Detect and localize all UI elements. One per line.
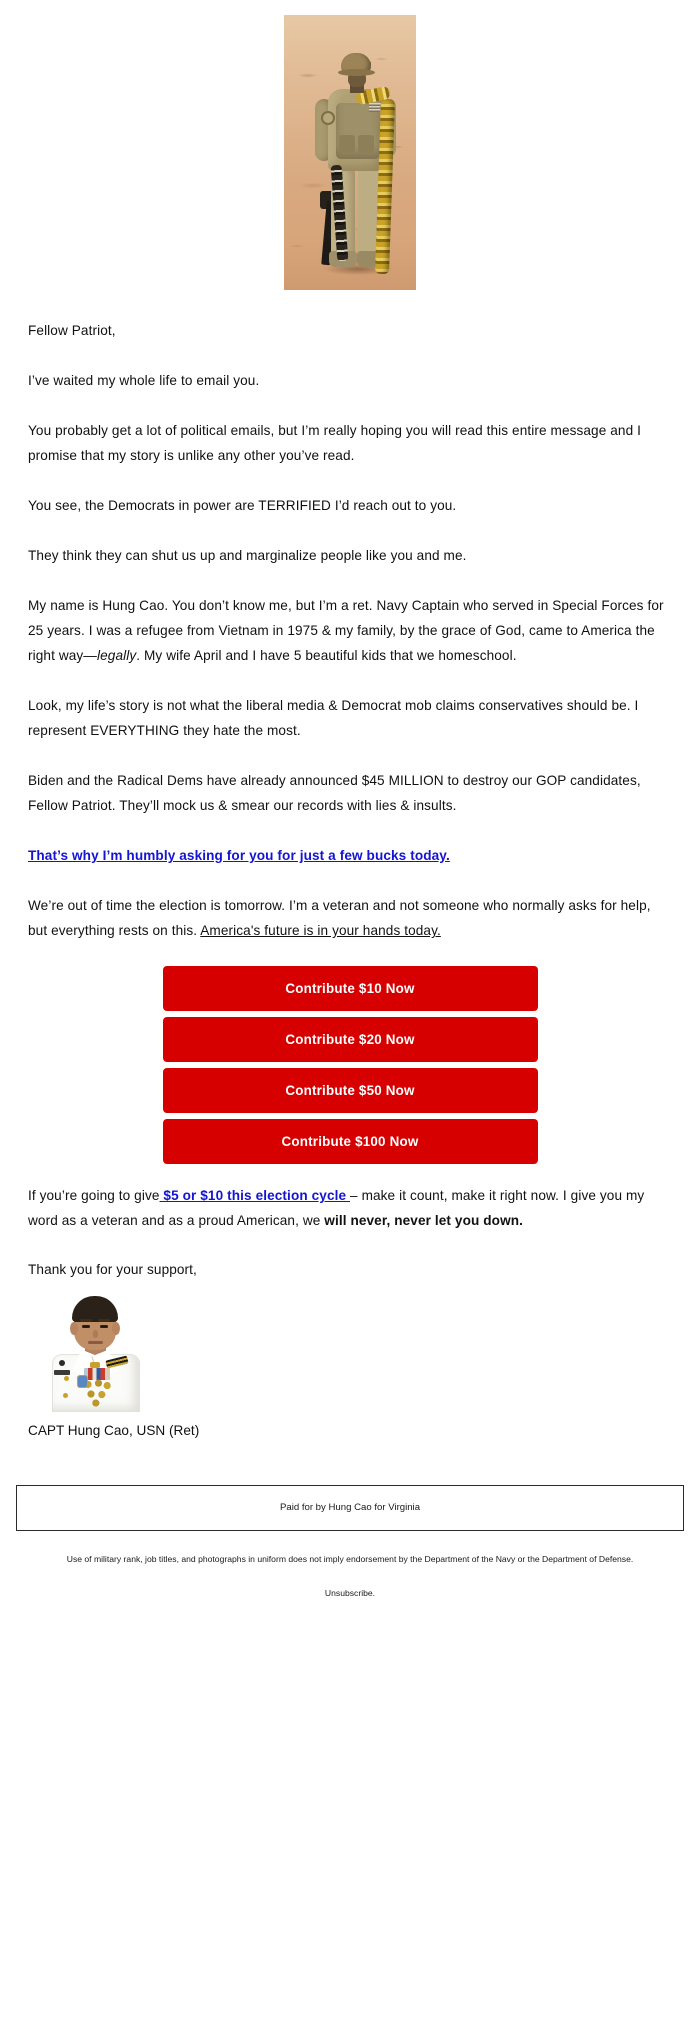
portrait-ear-left (70, 1322, 78, 1335)
unsubscribe-link[interactable]: Unsubscribe. (324, 1588, 376, 1598)
bio-text-after: . My wife April and I have 5 beautiful kids that we homeschool. (136, 648, 517, 663)
blue-medal-icon (78, 1376, 87, 1387)
unit-patch-icon (321, 111, 335, 125)
urgency-plain-text: We’re out of time the election is tomorrow. I’m a veteran and not someone who normally asks for help, but everything rests on this. (28, 898, 651, 938)
thank-you-line: Thank you for your support, (28, 1262, 197, 1277)
shoulder-device-left (59, 1360, 65, 1366)
bio-italic-legally: legally (97, 648, 137, 663)
signature-photo-wrap (28, 1282, 672, 1412)
paragraph-intro: I’ve waited my whole life to email you. (28, 373, 260, 388)
portrait-brow-right (98, 1319, 110, 1322)
portrait-eye-left (82, 1325, 90, 1328)
portrait-hair (72, 1296, 118, 1322)
urgency-underlined-text: America's future is in your hands today. (200, 923, 441, 938)
name-tag (54, 1370, 70, 1375)
letter-content (0, 295, 700, 1443)
five-or-ten-dollars-link[interactable]: $5 or $10 this election cycle (159, 1188, 351, 1203)
paragraph-political-emails: You probably get a lot of political emails, but I’m really hoping you will read this entire message and I promise that my story is unlike any other you’ve read. (28, 423, 641, 463)
cta-link-paragraph (28, 843, 672, 868)
hero-image-block (0, 0, 700, 295)
contribute-100-button[interactable]: Contribute $100 Now (163, 1119, 538, 1164)
portrait-nose (93, 1330, 98, 1338)
signature-name: CAPT Hung Cao, USN (Ret) (28, 1423, 200, 1438)
soldier-photo (284, 15, 416, 290)
vest-pouch-left (339, 135, 355, 153)
bio-text-before: My name is Hung Cao. You don’t know me, but I’m a ret. Navy Captain who served in Special Forces for 25 years. I was a refugee from Vietnam in 1975 & my family, by the grace of God, came to America the right way— (28, 598, 664, 663)
final-bold-promise: will never, never let you down. (324, 1213, 524, 1228)
paragraph-final-appeal (28, 1183, 672, 1233)
paragraph-liberal-media: Look, my life’s story is not what the liberal media & Democrat mob claims conservatives should be. I represent EVERYTHING they hate the most. (28, 698, 639, 738)
final-middle-text: – make it count, make it right now. I give you my word as a veteran and as a proud American, we (28, 1188, 645, 1228)
salutation: Fellow Patriot, (28, 323, 116, 338)
footer-zone (0, 1443, 700, 1620)
portrait-brow-left (80, 1319, 92, 1322)
paid-for-disclosure: Paid for by Hung Cao for Virginia (16, 1485, 684, 1531)
paragraph-democrats-terrified: You see, the Democrats in power are TERRIFIED I’d reach out to you. (28, 498, 457, 513)
final-lead-text: If you’re going to give (28, 1188, 160, 1203)
contribute-10-button[interactable]: Contribute $10 Now (163, 966, 538, 1011)
military-disclaimer: Use of military rank, job titles, and photographs in uniform does not imply endorsement by the Department of the Navy or the Department of Defense. (66, 1554, 634, 1564)
portrait-eye-right (100, 1325, 108, 1328)
contribute-20-button[interactable]: Contribute $20 Now (163, 1017, 538, 1062)
portrait-ear-right (112, 1322, 120, 1335)
paragraph-biden-radical-dems: Biden and the Radical Dems have already announced $45 MILLION to destroy our GOP candidates, Fellow Patriot. They’ll mock us & smear our records with lies & insults. (28, 773, 641, 813)
contribute-50-button[interactable]: Contribute $50 Now (163, 1068, 538, 1113)
helmet-brim (338, 69, 375, 76)
closing-block (28, 1233, 672, 1443)
portrait-mouth (88, 1341, 103, 1344)
paragraph-out-of-time (28, 893, 672, 943)
paragraph-biography (28, 593, 672, 668)
donation-button-stack (28, 943, 672, 1164)
jacket-button-top (64, 1376, 69, 1381)
portrait-photo (42, 1294, 150, 1412)
vest-pouch-right (358, 135, 374, 153)
paragraph-shut-us-up: They think they can shut us up and marginalize people like you and me. (28, 548, 467, 563)
jacket-button-bottom (63, 1393, 68, 1398)
humbly-asking-link[interactable]: That’s why I’m humbly asking for you for just a few bucks today. (28, 848, 450, 863)
